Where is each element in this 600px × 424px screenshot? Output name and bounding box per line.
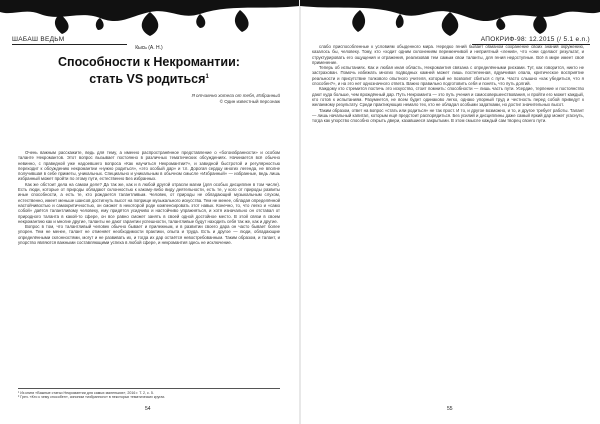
right-page bbox=[300, 0, 600, 424]
left-body-text bbox=[18, 150, 280, 245]
paragraph: Вопрос в том, что талантливый человек обычно бывает и прилежным, и в развитии своего дара он часто бывает более упорен. Тем не менее, талант не отменяет необходимости практики, опыта и труда. Есть и другое — люди, обладающие определёнными склонностями, могут и не развивать их, и тогда их дар остаётся невостребованным. Таким образом, и талант, и упорство являются важными составляющими успеха в любой сфере, и некромантия здесь не исключение. bbox=[18, 224, 280, 246]
title-line-2-text: стать VS родиться bbox=[89, 72, 206, 87]
article-title bbox=[18, 55, 280, 87]
paragraph: Очень важным расскажите, ведь для тему, а именно распространённое представление о «богоизбранности» и особом таланте Некромантов. Этот вопрос вызывает постоянно в различных тематических обсуждениях. Начинается всё обычно невинно, с праведной уже надоевшего вопроса «Как научиться Некромантии?», и завидной быстротой и регулярностью переходит к обсуждению некромантии «нужно родиться», «это особый дар» и т.п. Дорогая сердцу многих легенда, не вполне получившая в себе приметы, уникальных. Специально и уникальным в обычном смысле «Избранный» — избранные, ведь лишь избранный может пройти по этому пути, естественно Без избранных. bbox=[18, 150, 280, 182]
epigraph-source: © Один известный персонаж bbox=[219, 98, 280, 104]
page-number-left: 54 bbox=[145, 406, 151, 412]
footnote: ² Греч. «Кто к чему способен», синоним «избранного» в некоторых тематических кругах. bbox=[18, 394, 166, 399]
paragraph: Каждому кто стремится постичь это искусство, стоит помнить: способности — лишь часть пути. Усердие, терпение и постоянство дают куда больше, чем врождённый дар. Путь Некроманта — это путь учения и самосовершенствования, и пройти его может каждый, кто готов к испытаниям. Разумеется, не всем будет одинаково легко, однако упорный труд и честность перед собой приведут к желаемому результату. Среди практикующих немало тех, кто не обладал особыми задатками, но достиг значительных высот. bbox=[312, 86, 584, 108]
floral-ornament-right bbox=[300, 0, 600, 38]
floral-ornament-left bbox=[0, 0, 300, 38]
paragraph: Теперь об испытаниях. Как и любая иная область, Некромантия связана с определёнными рисками. Тут, как говорится, никто не застрахован. Помочь избежать многих подводных камней может лишь постепенная, вдумчивая опала, критическое восприятие реальности и присутствие толкового опытного учителя, который не позволит сбиться с пути. Часто слышно «как убедиться, что я способен?», и на это нет однозначного ответа. Важно правильно подготовить себя и понять, что путь долгий. bbox=[312, 65, 584, 87]
article-author: Кысь (А. Н.) bbox=[135, 45, 163, 51]
footnotes bbox=[18, 388, 280, 399]
paragraph: Таким образом, ответ на вопрос «стать или родиться» не так прост. И то, и другое возможно, и то, и другое требует работы. Талант — лишь начальный капитал, которым ещё предстоит распорядиться. Без усилий и дисциплины даже самый яркий дар может угаснуть, тогда как упорство способно открыть двери, казавшиеся закрытыми. В этом смысле каждый сам творец своего пути. bbox=[312, 107, 584, 124]
paragraph: Как же обстоит дела на самом деле? Да так же, как и в любой другой отрасли магии (для особых дисциплин в том числе). Есть люди, которые от природы обладают склонностью к какому-либо виду деятельности, есть те, у кого от природы развиты иные способности, а есть те, кто рождается талантливым. Человек, от природы не обладающий музыкальным слухом, естественно, имеет меньше шансов достигнуть высот на поприще музыкального искусства. Тем не менее, обладая определённой настойчивостью и самокритичностью, он сможет в некоторой роде компенсировать этот навык. Конечно, то, что легко и «само собой» даётся талантливому человеку, ему придётся усидчиво и настойчиво упражняться, и хотя изначально он отставал от природного таланта в какой-то сфере, он все равно сможет занять в своей одной достойное место. В этой связи в своем некромантию как и многие другие, таланты не дают гарантии успешности, талантливые будут находить себя так же, как и другие. bbox=[18, 181, 280, 224]
title-footnote-marker: 1 bbox=[205, 74, 209, 80]
page-number-right: 55 bbox=[447, 406, 453, 412]
running-head-right: АПОКРИФ-98: 12.2015 (/ 5.1 e.n.) bbox=[472, 36, 590, 45]
title-line-2 bbox=[18, 70, 280, 87]
epigraph bbox=[120, 93, 280, 105]
footnote: ¹ Из книги «Важные статьи Некромантии для самых маленьких», 2016 г. Т. 2, с. 5. bbox=[18, 390, 154, 395]
paragraph: слабо приспособленные к условиям обыденного мира. Нередко гений бывает обманом сохранение своих знаний окружению, казалось бы, человеку. Тому, кто «ходит одним склонениям переменчивой и неприятный «ленив», что «они сделают результат, и структурировать его ощущения и отражения, реализовав тем самым свои таланты, для гения недоступные. Всё в мире имеет своё применение. bbox=[312, 44, 584, 65]
right-body-text bbox=[312, 44, 584, 123]
epigraph-quote: Я отчаянно хотела от тебя, Избранный bbox=[191, 93, 280, 98]
title-line-1: Способности к Некромантии: bbox=[58, 55, 240, 69]
running-head-left: ШАБАШ ВЕДЬМ bbox=[12, 36, 127, 45]
